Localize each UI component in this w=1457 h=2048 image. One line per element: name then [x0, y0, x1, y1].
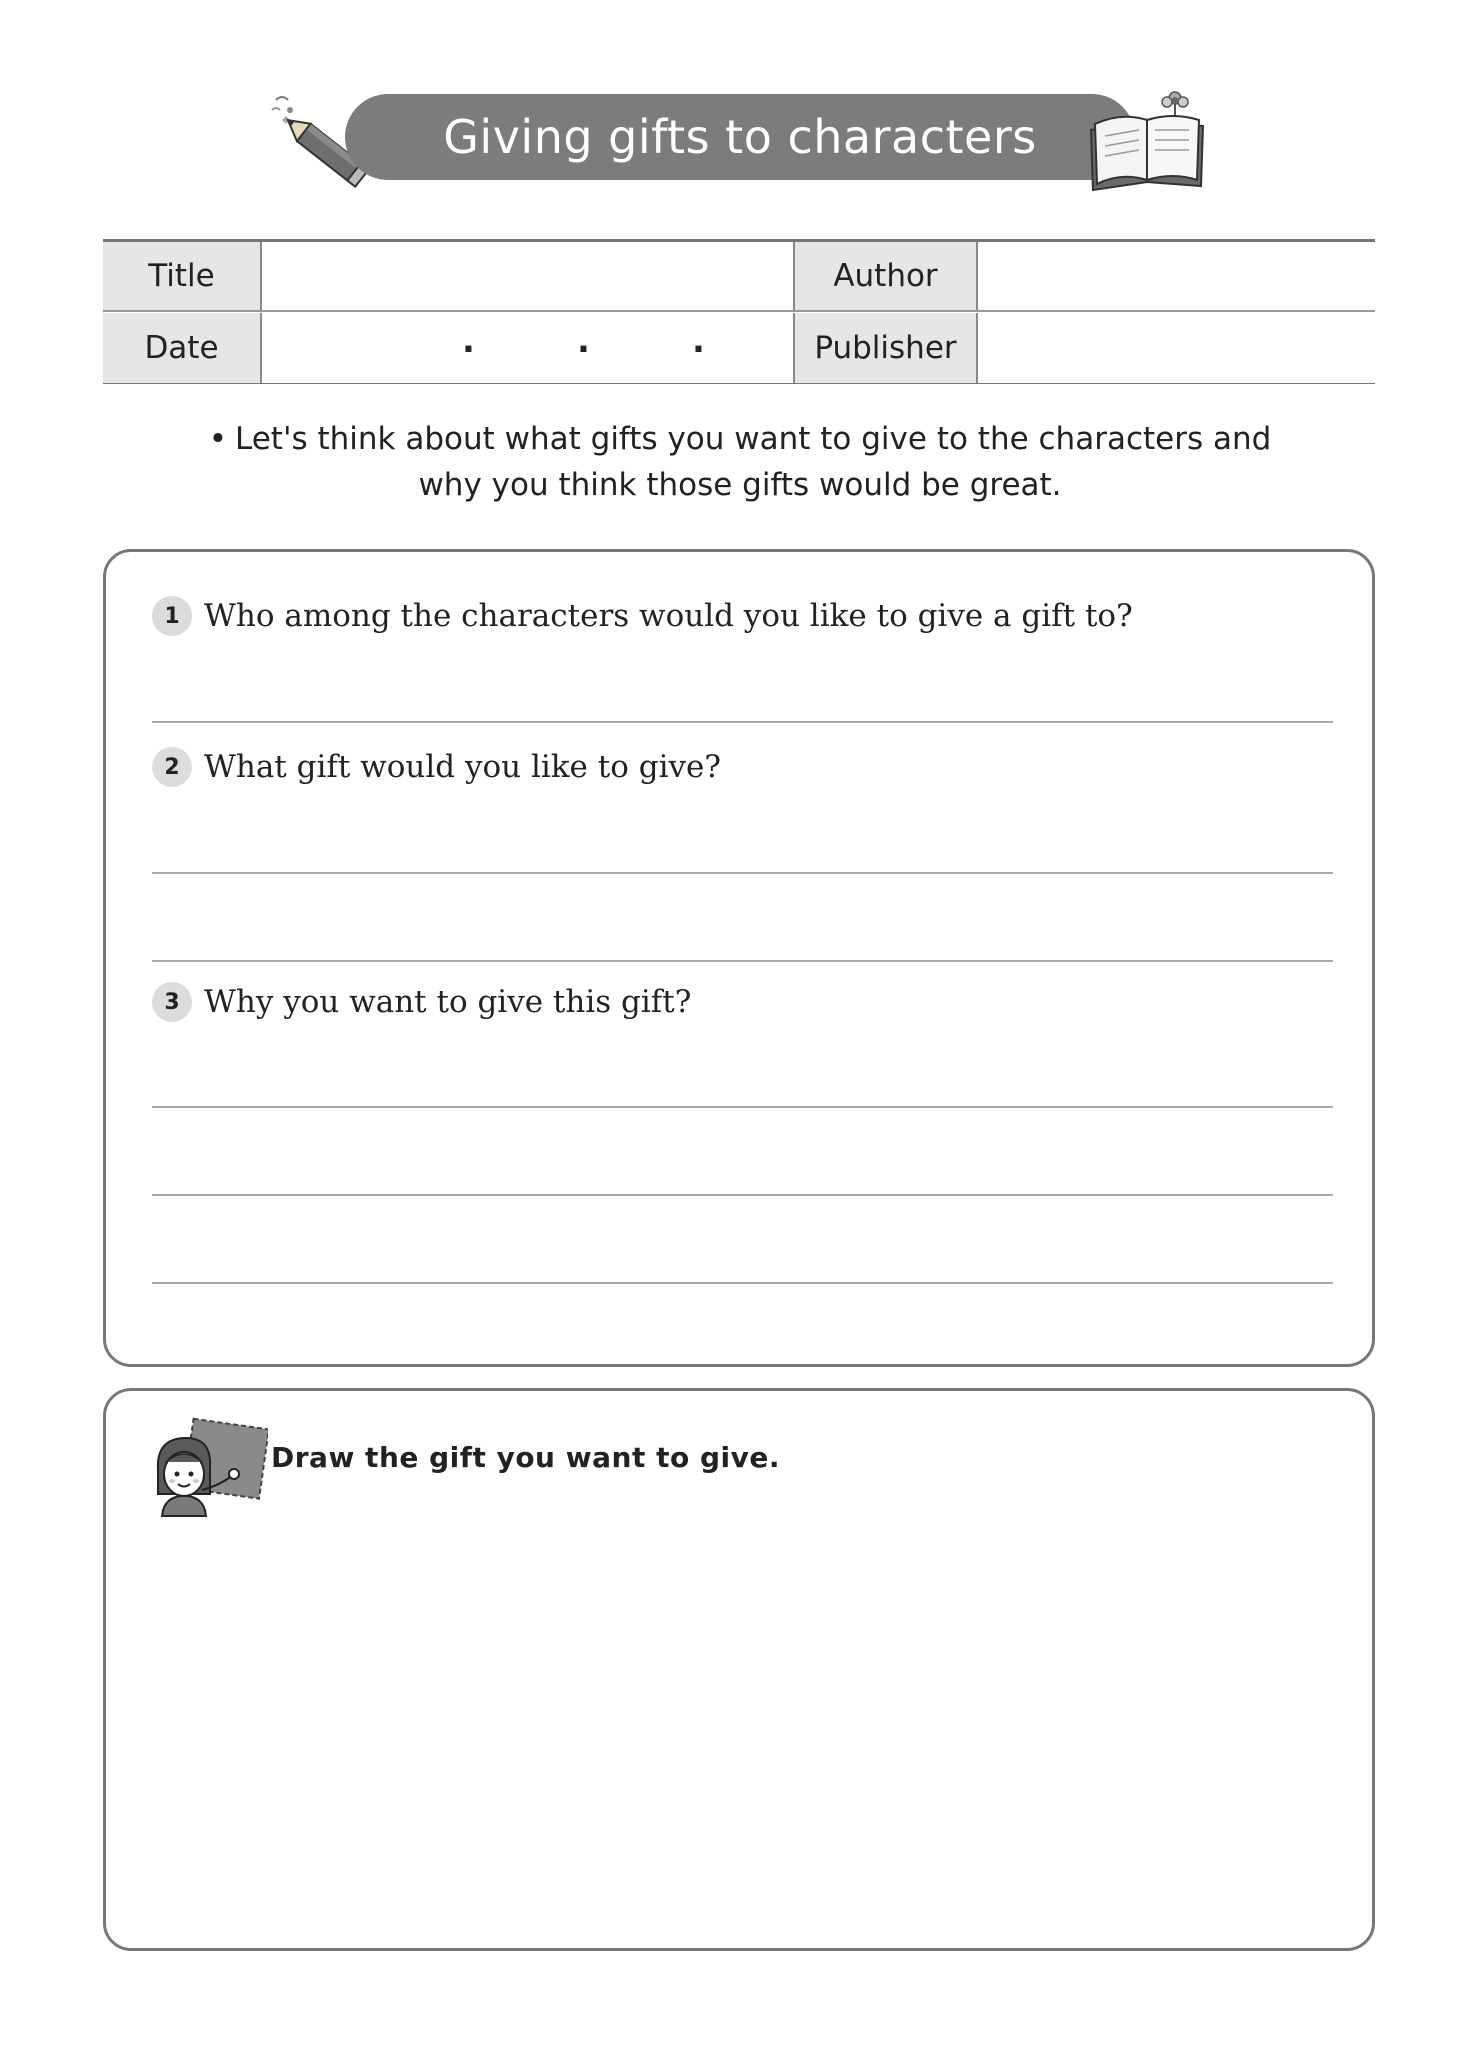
question-text: Why you want to give this gift?: [204, 984, 692, 1020]
drawing-box[interactable]: [103, 1388, 1375, 1951]
publisher-field[interactable]: [978, 313, 1375, 383]
date-field[interactable]: [262, 313, 795, 383]
question-number-badge: 1: [152, 596, 192, 636]
questions-box: [103, 549, 1375, 1367]
answer-line[interactable]: [152, 1282, 1333, 1284]
title-label: Title: [103, 242, 262, 310]
question-1: [152, 596, 1133, 636]
answer-line[interactable]: [152, 721, 1333, 723]
bullet: •: [208, 421, 227, 457]
answer-line[interactable]: [152, 1106, 1333, 1108]
question-3: [152, 982, 691, 1022]
book-info-table: [103, 239, 1375, 384]
date-separator: .: [577, 321, 590, 361]
open-book-icon: [1083, 90, 1213, 198]
author-label: Author: [795, 242, 978, 310]
question-2: [152, 747, 721, 787]
drawing-prompt: Draw the gift you want to give.: [271, 1441, 780, 1474]
author-field[interactable]: [978, 242, 1375, 310]
question-number-badge: 2: [152, 747, 192, 787]
title-field[interactable]: [262, 242, 795, 310]
answer-line[interactable]: [152, 872, 1333, 874]
question-text: What gift would you like to give?: [204, 749, 721, 785]
info-row-date: [103, 313, 1375, 383]
date-label: Date: [103, 313, 262, 383]
instruction-text: [160, 416, 1320, 508]
date-separator: .: [692, 321, 705, 361]
girl-holding-card-icon: [148, 1416, 268, 1526]
info-row-title: [103, 242, 1375, 312]
page-title: Giving gifts to characters: [443, 110, 1037, 164]
publisher-label: Publisher: [795, 313, 978, 383]
instruction-line-1: [160, 416, 1320, 462]
question-number-badge: 3: [152, 982, 192, 1022]
instruction-line-1-text: Let's think about what gifts you want to give to the characters and: [234, 421, 1272, 457]
question-text: Who among the characters would you like to give a gift to?: [204, 598, 1133, 634]
title-banner: [345, 94, 1135, 180]
date-separator: .: [462, 321, 475, 361]
answer-line[interactable]: [152, 960, 1333, 962]
answer-line[interactable]: [152, 1194, 1333, 1196]
instruction-line-2: why you think those gifts would be great.: [418, 467, 1062, 503]
